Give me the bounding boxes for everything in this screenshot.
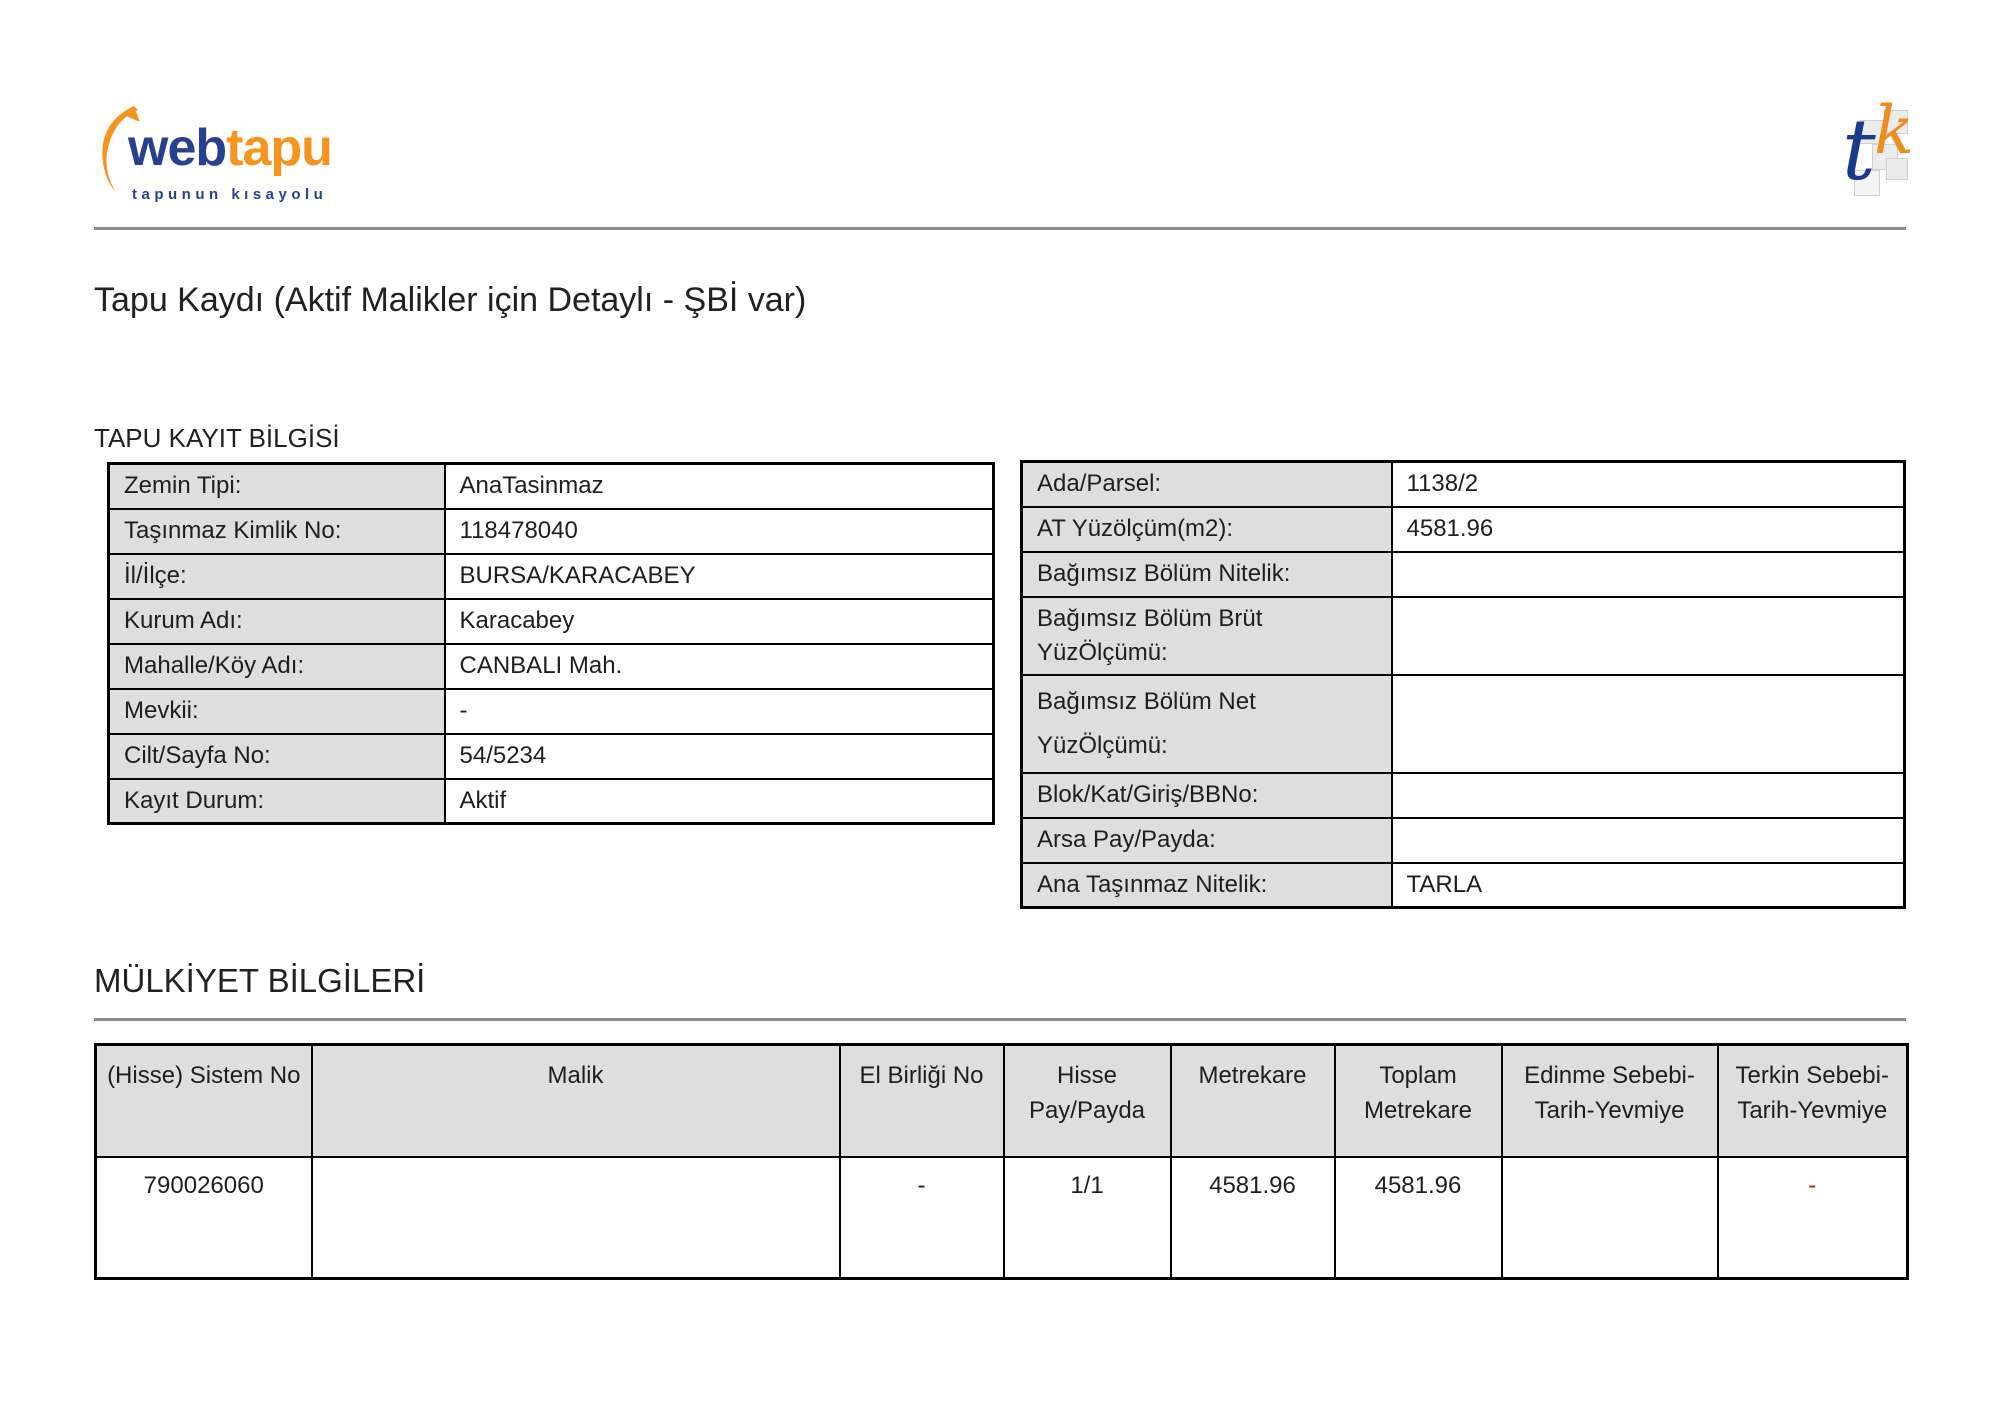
cell-el-birligi-no: -	[840, 1157, 1004, 1279]
field-value	[1392, 552, 1905, 597]
mulkiyet-divider	[94, 1018, 1906, 1021]
field-label: Zemin Tipi:	[109, 464, 445, 509]
logo-word-web: web	[128, 119, 227, 177]
field-value: 4581.96	[1392, 507, 1905, 552]
field-label: Mevkii:	[109, 689, 445, 734]
cell-metrekare: 4581.96	[1171, 1157, 1335, 1279]
field-label: Cilt/Sayfa No:	[109, 734, 445, 779]
table-row	[1022, 773, 1905, 818]
table-row	[109, 509, 994, 554]
column-header: Edinme Sebebi-Tarih-Yevmiye	[1502, 1045, 1718, 1157]
cell-toplam-metrekare: 4581.96	[1335, 1157, 1502, 1279]
column-header: Hisse Pay/Payda	[1004, 1045, 1171, 1157]
cell-terkin: -	[1718, 1157, 1908, 1279]
tkgm-letter-k: k	[1874, 92, 1914, 169]
field-value: Aktif	[445, 779, 994, 824]
table-row	[1022, 507, 1905, 552]
tapu-kayit-left-table	[107, 462, 995, 825]
webtapu-logo	[94, 100, 424, 220]
table-row	[109, 464, 994, 509]
field-value	[1392, 597, 1905, 675]
table-row	[1022, 675, 1905, 773]
field-label: Bağımsız Bölüm Nitelik:	[1022, 552, 1392, 597]
table-row	[1022, 462, 1905, 507]
logo-word-tapu: tapu	[226, 119, 332, 177]
column-header: El Birliği No	[840, 1045, 1004, 1157]
field-label: Mahalle/Köy Adı:	[109, 644, 445, 689]
cell-malik	[312, 1157, 840, 1279]
mulkiyet-heading: MÜLKİYET BİLGİLERİ	[94, 962, 426, 999]
table-row	[109, 644, 994, 689]
field-label: Arsa Pay/Payda:	[1022, 818, 1392, 863]
tkgm-logo	[1842, 92, 1912, 207]
cell-hisse-pay-payda: 1/1	[1004, 1157, 1171, 1279]
field-value	[1392, 675, 1905, 773]
field-label: İl/İlçe:	[109, 554, 445, 599]
field-value: 54/5234	[445, 734, 994, 779]
table-row	[109, 734, 994, 779]
field-value	[1392, 773, 1905, 818]
logo-tagline: tapunun kısayolu	[132, 186, 328, 203]
field-value: BURSA/KARACABEY	[445, 554, 994, 599]
table-row	[1022, 552, 1905, 597]
field-value: 1138/2	[1392, 462, 1905, 507]
table-row	[109, 554, 994, 599]
table-row	[109, 689, 994, 734]
field-label: Kayıt Durum:	[109, 779, 445, 824]
table-row	[1022, 818, 1905, 863]
field-label: Ada/Parsel:	[1022, 462, 1392, 507]
column-header: Terkin Sebebi-Tarih-Yevmiye	[1718, 1045, 1908, 1157]
mulkiyet-data-row	[96, 1157, 1908, 1279]
tkgm-letter-t: t	[1842, 101, 1876, 199]
field-label: Ana Taşınmaz Nitelik:	[1022, 863, 1392, 908]
page-title: Tapu Kaydı (Aktif Malikler için Detaylı - ŞBİ var)	[94, 281, 807, 319]
field-value: TARLA	[1392, 863, 1905, 908]
webtapu-wordmark	[128, 118, 332, 178]
table-row	[109, 779, 994, 824]
field-label: AT Yüzölçüm(m2):	[1022, 507, 1392, 552]
column-header: Metrekare	[1171, 1045, 1335, 1157]
tapu-kayit-right-table	[1020, 460, 1906, 909]
field-value: 118478040	[445, 509, 994, 554]
tapu-kayit-heading: TAPU KAYIT BİLGİSİ	[94, 423, 340, 453]
field-label: Kurum Adı:	[109, 599, 445, 644]
table-row	[109, 599, 994, 644]
mulkiyet-table	[94, 1043, 1909, 1280]
field-value: CANBALI Mah.	[445, 644, 994, 689]
field-value: -	[445, 689, 994, 734]
field-label: Bağımsız Bölüm Brüt YüzÖlçümü:	[1022, 597, 1392, 675]
cell-edinme	[1502, 1157, 1718, 1279]
column-header: (Hisse) Sistem No	[96, 1045, 312, 1157]
column-header: Toplam Metrekare	[1335, 1045, 1502, 1157]
field-label: Taşınmaz Kimlik No:	[109, 509, 445, 554]
table-row	[1022, 863, 1905, 908]
header-divider	[94, 227, 1906, 230]
cell-sistem-no: 790026060	[96, 1157, 312, 1279]
mulkiyet-header-row	[96, 1045, 1908, 1157]
field-label: Bağımsız Bölüm Net YüzÖlçümü:	[1022, 675, 1392, 773]
column-header: Malik	[312, 1045, 840, 1157]
field-label: Blok/Kat/Giriş/BBNo:	[1022, 773, 1392, 818]
field-value: AnaTasinmaz	[445, 464, 994, 509]
table-row	[1022, 597, 1905, 675]
field-value: Karacabey	[445, 599, 994, 644]
field-value	[1392, 818, 1905, 863]
